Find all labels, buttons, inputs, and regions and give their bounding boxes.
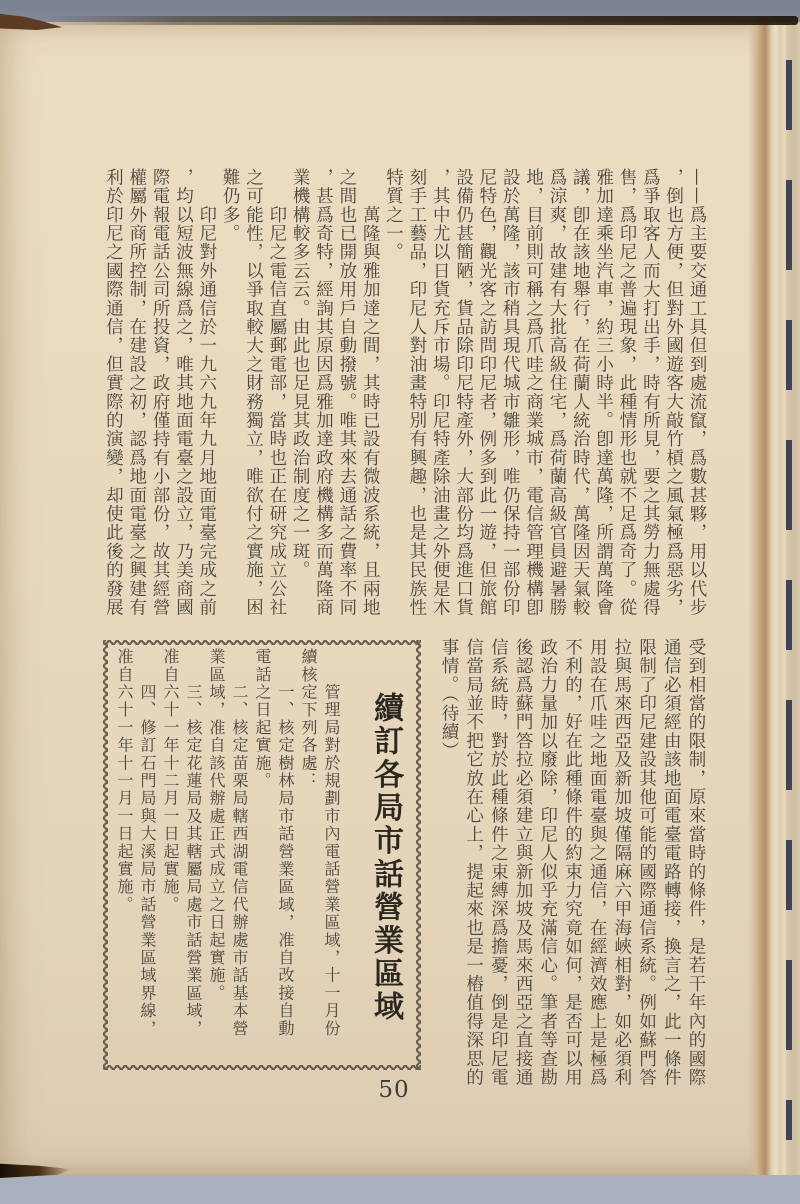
text-column: 二、核定苗栗局轄西湖電信代辦處市話基本營 xyxy=(230,648,249,1038)
text-column: 印尼對外通信於一九六九年九月地面電臺完成之前 xyxy=(196,168,217,617)
text-column: 信系統時，對於此種條件之束縛深爲擔憂，倒是印尼電 xyxy=(488,638,509,1087)
text-column: ，均以短波無線爲之，唯其地面電臺之設立，乃美商國 xyxy=(173,168,194,617)
text-column: ，其中尤以日貨充斥市場。印尼特產除油畫之外便是木 xyxy=(430,168,451,617)
book-cover-edge xyxy=(786,60,792,1140)
text-column: 續核定下列各處： xyxy=(299,648,318,790)
text-column: 萬隆與雅加達之間，其時已設有微波系統，且兩地 xyxy=(360,168,381,617)
text-column: 設於萬隆，該市稍具現代城市雛形，唯仍保持一部份印 xyxy=(500,168,521,617)
text-column: 議，卽在該地舉行，在荷蘭人統治時代，萬隆因天氣較 xyxy=(570,168,591,617)
text-column: 不利的，好在此種條件的約束力究竟如何，是否可以用 xyxy=(562,638,583,1087)
text-column: ，倒也方便，但對外國遊客大敲竹槓之風氣極爲惡劣， xyxy=(663,168,684,617)
text-column: 准自六十一年十一月一日起實施。 xyxy=(115,648,134,914)
page-number: 50 xyxy=(378,1077,410,1103)
text-column: 用設在爪哇之地面電臺與之通信，在經濟效應上是極爲 xyxy=(587,638,608,1087)
text-column: 售，爲印尼之普遍現象，此種情形也就不足爲奇了。從 xyxy=(616,168,637,617)
text-column: 事情。（待續） xyxy=(438,638,459,761)
text-column: 之可能性，以爭取較大之財務獨立，唯欲付之實施，困 xyxy=(243,168,264,617)
text-column: 准自六十一年十二月一日起實施。 xyxy=(161,648,180,914)
text-column: 尼特色，觀光客之訪問印尼者，例多到此一遊，但旅館 xyxy=(476,168,497,617)
text-column: 際電報電話公司所投資，政府僅持有小部份，故其經營 xyxy=(150,168,171,617)
text-column: 之間也已開放用戶自動撥號。唯其來去通話之費率不同 xyxy=(336,168,357,617)
text-column: 特質之一。 xyxy=(383,168,404,262)
text-column: 拉與馬來西亞及新加坡僅隔麻六甲海峽相對，如必須利 xyxy=(611,638,632,1087)
text-column: 後認爲蘇門答拉必須建立與新加坡及馬來西亞之直接通 xyxy=(513,638,534,1087)
text-column: 通信必須經由該地面電臺電路轉接，換言之，此一條件 xyxy=(661,638,682,1087)
box-border-top xyxy=(103,640,421,645)
article-continuation-text xyxy=(436,638,708,1098)
text-column: 四、修訂石門局與大溪局市話營業區域界線， xyxy=(138,648,157,1038)
notice-title: 續訂各局市話營業區域 xyxy=(368,692,403,1024)
notice-body-text xyxy=(115,648,343,1058)
text-column: 雅加達乘坐汽車，約三小時半。卽達萬隆，所謂萬隆會 xyxy=(593,168,614,617)
text-column: 爲涼爽，故建有大批高級住宅，爲荷蘭高級官員避暑勝 xyxy=(546,168,567,617)
text-column: 管理局對於規劃市內電話營業區域，十一月份 xyxy=(322,648,341,1038)
box-border-right xyxy=(416,640,421,1070)
box-border-left xyxy=(103,640,108,1070)
text-column: 難仍多。 xyxy=(220,168,241,243)
text-column: 刻手工藝品，印尼人對油畫特別有興趣，也是其民族性 xyxy=(406,168,427,617)
text-column: 權屬外商所控制，在建設之初，認爲地面電臺之興建有 xyxy=(126,168,147,617)
text-column: 設備仍甚簡陋，貨品除印尼特產外，大部份均爲進口貨 xyxy=(453,168,474,617)
text-column: 業區域，准自該代辦處正式成立之日起實施。 xyxy=(207,648,226,1002)
text-column: 一、核定樹林局市話營業區域，准自改接自動 xyxy=(276,648,295,1038)
text-column: ，甚爲奇特，經詢其原因爲雅加達政府機構多而萬隆商 xyxy=(313,168,334,617)
page-fore-edge xyxy=(748,22,800,1175)
text-column: 政治力量加以廢除，印尼人似乎充滿信心。筆者等查勘 xyxy=(537,638,558,1087)
text-column: 利於印尼之國際通信，但實際的演變，却使此後的發展 xyxy=(103,168,124,617)
text-column: 業機構較多云云。由此也足見其政治制度之一斑。 xyxy=(290,168,311,580)
text-column: 三、核定花蓮局及其轄屬局處市話營業區域， xyxy=(184,648,203,1038)
text-column: 爲爭取客人而大打出手，時有所見，要之其勞力無處得 xyxy=(640,168,661,617)
text-column: ——爲主要交通工具但到處流竄，爲數甚夥，用以代步 xyxy=(687,168,707,617)
text-column: 地，目前則可稱之爲爪哇之商業城市，電信管理機構卽 xyxy=(523,168,544,617)
notice-box xyxy=(103,640,421,1070)
main-article-text xyxy=(100,168,708,633)
text-column: 印尼之電信直屬郵電部，當時也正在研究成立公社 xyxy=(266,168,287,617)
text-column: 電話之日起實施。 xyxy=(253,648,272,790)
cover-top-edge xyxy=(40,16,798,25)
box-border-bottom xyxy=(103,1065,421,1070)
text-column: 受到相當的限制，原來當時的條件，是若干年內的國際 xyxy=(686,638,706,1087)
text-column: 信當局並不把它放在心上，提起來也是一樁值得深思的 xyxy=(463,638,484,1087)
text-column: 限制了印尼建設其他可能的國際通信系統。例如蘇門答 xyxy=(636,638,657,1087)
